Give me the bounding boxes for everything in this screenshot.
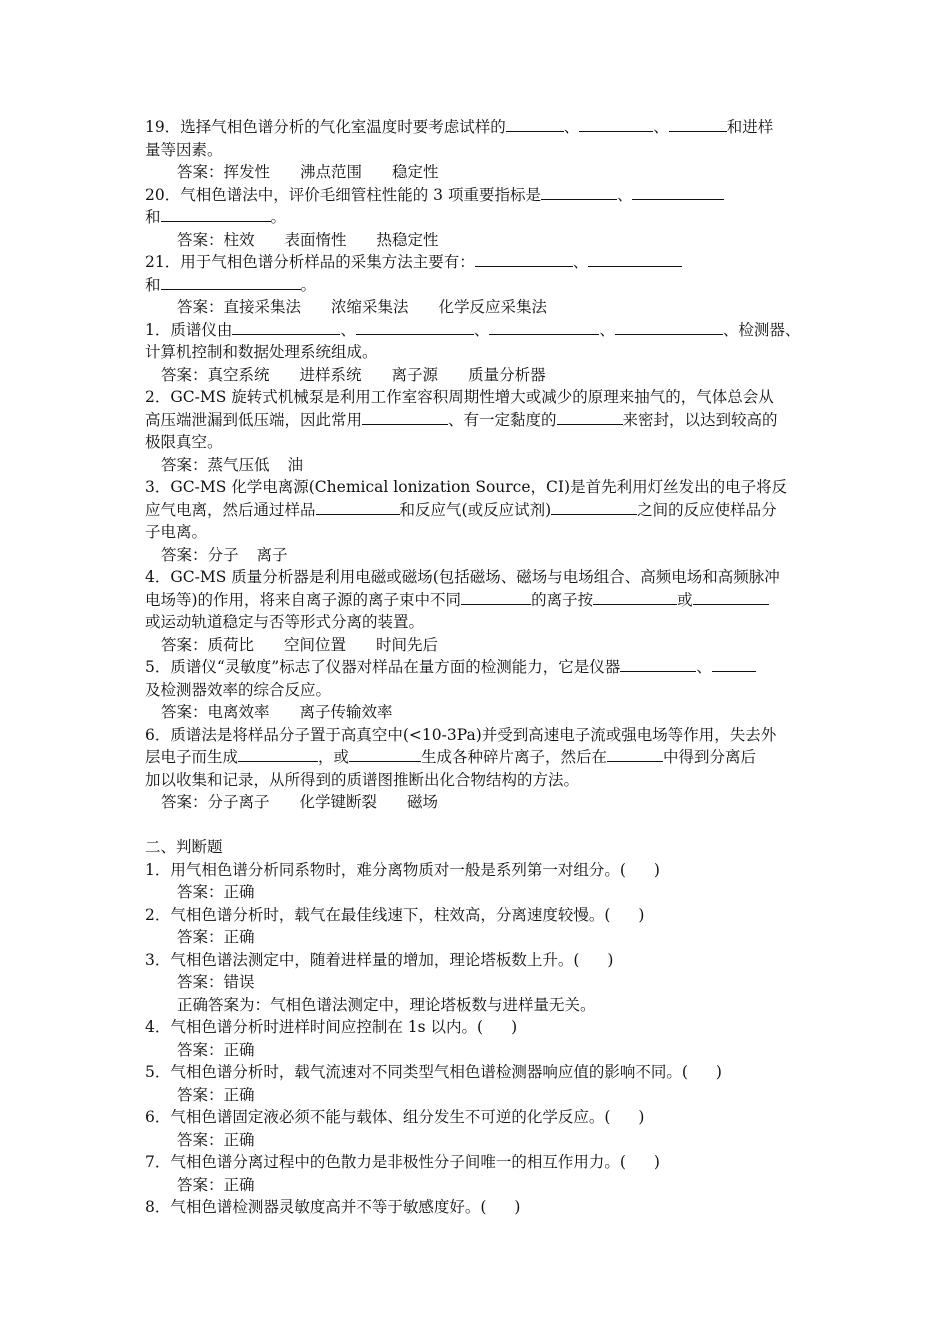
judgement-answer-4: 答案：正确: [177, 1040, 255, 1059]
answer-label: 答案：: [177, 230, 224, 249]
separator: 、: [696, 658, 712, 676]
ms-question-6-text: ，或: [318, 748, 350, 766]
answer-value: 油: [287, 455, 304, 474]
question-text: 1．用气相色谱分析同系物时，难分离物质对一般是系列第一对组分。(: [145, 860, 626, 879]
answer-value: 浓缩采集法: [331, 298, 409, 316]
answer-blank: [316, 499, 400, 515]
ms-question-6-line3: 加以收集和记录，从所得到的质谱图推断出化合物结构的方法。: [145, 770, 580, 789]
separator: 、: [599, 320, 615, 339]
ms-question-2-text: 来密封，以达到较高的: [622, 410, 778, 429]
ms-question-1-line2: 计算机控制和数据处理系统组成。: [145, 343, 378, 361]
question-text: 5．气相色谱分析时，载气流速对不同类型气相色谱检测器响应值的影响不同。(: [145, 1063, 688, 1081]
judgement-answer-1: 答案：正确: [177, 883, 255, 901]
ms-question-3-line2: [145, 499, 810, 522]
answer-value: 化学反应采集法: [438, 298, 548, 316]
ms-question-5-line2: 及检测器效率的综合反应。: [145, 680, 332, 699]
answer-blank: [161, 274, 301, 290]
answer-19: [145, 161, 810, 184]
ms-answer-2: [145, 454, 810, 477]
answer-label: 答案：: [161, 455, 208, 474]
answer-value: 磁场: [407, 793, 439, 811]
answer-value: 真空系统: [207, 365, 270, 384]
ms-question-3-text: 和反应气(或反应试剂): [399, 500, 552, 519]
ms-question-2-text: 、有一定黏度的: [448, 410, 557, 429]
question-21-line1: [145, 251, 810, 274]
judgement-answer-6: 答案：正确: [177, 1130, 255, 1149]
answer-blank: [551, 499, 637, 515]
ms-question-2-line1: 2．GC-MS 旋转式机械泵是利用工作室容积周期性增大或减少的原理来抽气的，气体总会从: [145, 388, 774, 406]
answer-value: 时间先后: [376, 635, 439, 654]
answer-value: 离子源: [391, 365, 439, 384]
ms-question-3-text: 之间的反应使样品分: [637, 500, 777, 519]
answer-21: [145, 296, 810, 319]
answer-blank: [475, 251, 573, 267]
judgement-answer-3: 答案：错误: [177, 973, 255, 991]
answer-label: 答案：: [161, 365, 208, 384]
question-19-line1: [145, 116, 810, 139]
answer-value: 热稳定性: [376, 230, 439, 249]
answer-value: 沸点范围: [300, 163, 363, 181]
answer-value: 电离效率: [207, 703, 270, 721]
section-title: 二、判断题: [145, 838, 223, 856]
ms-question-6-text: 生成各种碎片离子，然后在: [421, 748, 608, 766]
question-text: 2．气相色谱分析时，载气在最佳线速下，柱效高，分离速度较慢。(: [145, 905, 611, 924]
answer-value: 质荷比: [207, 635, 255, 654]
answer-blank: [506, 116, 564, 132]
ms-question-1-line1: [145, 319, 810, 342]
ms-question-3-text: 应气电离，然后通过样品: [145, 500, 316, 519]
judgement-question-4: [145, 1016, 810, 1039]
paren-close: ): [638, 1108, 645, 1126]
judgement-question-3: [145, 949, 810, 972]
ms-question-5-line1: [145, 656, 810, 679]
ms-question-1-text: 、检测器、: [722, 320, 801, 339]
question-21-text: 21．用于气相色谱分析样品的采集方法主要有：: [145, 253, 475, 271]
separator: 、: [616, 185, 633, 204]
separator: 、: [563, 118, 580, 136]
answer-blank: [557, 409, 623, 425]
paren-close: ): [715, 1063, 722, 1081]
answer-20: [145, 229, 810, 252]
answer-blank: [607, 746, 663, 762]
separator: 、: [473, 320, 490, 339]
ms-answer-6: [145, 791, 810, 814]
answer-blank: [356, 319, 474, 335]
answer-blank: [232, 319, 340, 335]
answer-label: 答案：: [177, 163, 224, 181]
question-20-line1: [145, 184, 810, 207]
judgement-question-8: [145, 1196, 810, 1219]
ms-answer-5: [145, 701, 810, 724]
ms-question-4-line3: 或运动轨道稳定与否等形式分离的装置。: [145, 613, 425, 631]
answer-blank: [693, 589, 769, 605]
question-text: 4．气相色谱分析时进样时间应控制在 1s 以内。(: [145, 1018, 484, 1036]
answer-value: 分子: [207, 545, 239, 564]
answer-value: 分子离子: [207, 793, 270, 811]
paren-close: ): [514, 1198, 521, 1216]
ms-question-5-text: 5．质谱仪“灵敏度”标志了仪器对样品在量方面的检测能力，它是仪器: [145, 658, 621, 676]
answer-blank: [588, 251, 682, 267]
answer-value: 进样系统: [299, 365, 362, 384]
document-page: [145, 116, 810, 1219]
answer-value: 挥发性: [223, 163, 271, 181]
answer-label: 答案：: [161, 703, 208, 721]
answer-blank: [541, 184, 617, 200]
answer-blank: [669, 116, 727, 132]
judgement-answer-2: 答案：正确: [177, 928, 255, 946]
answer-blank: [362, 409, 448, 425]
answer-blank: [620, 656, 696, 672]
answer-blank: [632, 184, 724, 200]
paren-close: ): [653, 1153, 660, 1171]
paren-close: ): [511, 1018, 518, 1036]
question-19-line2: 量等因素。: [145, 140, 223, 159]
ms-question-6-text: 中得到分离后: [663, 748, 757, 766]
question-text: 3．气相色谱法测定中，随着进样量的增加，理论塔板数上升。(: [145, 950, 580, 969]
judgement-question-1: [145, 859, 810, 882]
question-20-line2: [145, 206, 810, 229]
question-text: 6．气相色谱固定液必须不能与载体、组分发生不可逆的化学反应。(: [145, 1108, 611, 1126]
answer-blank: [461, 589, 531, 605]
paren-close: ): [607, 950, 614, 969]
judgement-answer-7: 答案：正确: [177, 1175, 255, 1194]
answer-blank: [579, 116, 653, 132]
answer-blank: [712, 656, 756, 672]
answer-value: 稳定性: [392, 163, 439, 181]
paren-close: ): [653, 860, 660, 879]
answer-blank: [593, 589, 677, 605]
ms-question-4-text: 电场等)的作用，将来自离子源的离子束中不同: [145, 590, 462, 609]
ms-question-6-text: 层电子而生成: [145, 748, 239, 766]
ms-question-6-line2: [145, 746, 810, 769]
answer-label: 答案：: [177, 298, 224, 316]
question-21-line2: [145, 274, 810, 297]
question-20-text: 和: [145, 208, 161, 226]
ms-question-4-text: 或: [677, 590, 693, 609]
ms-question-2-line3: 极限真空。: [145, 433, 223, 451]
ms-question-2-line2: [145, 409, 810, 432]
answer-blank: [349, 746, 421, 762]
answer-value: 蒸气压低: [207, 455, 270, 474]
judgement-question-6: [145, 1106, 810, 1129]
question-20-text: 。: [270, 208, 287, 226]
answer-blank: [489, 319, 599, 335]
answer-blank: [615, 319, 723, 335]
question-text: 7．气相色谱分离过程中的色散力是非极性分子间唯一的相互作用力。(: [145, 1153, 626, 1171]
answer-value: 化学键断裂: [299, 793, 378, 811]
question-19-text: 19．选择气相色谱分析的气化室温度时要考虑试样的: [145, 118, 506, 136]
answer-value: 表面惰性: [284, 230, 347, 249]
answer-value: 柱效: [223, 230, 255, 249]
ms-question-4-line2: [145, 589, 810, 612]
ms-answer-3: [145, 544, 810, 567]
judgement-note-3: 正确答案为：气相色谱法测定中，理论塔板数与进样量无关。: [177, 995, 596, 1014]
ms-answer-1: [145, 364, 810, 387]
question-21-text: 。: [300, 275, 317, 294]
judgement-question-5: [145, 1061, 810, 1084]
ms-question-3-line3: 子电离。: [145, 523, 208, 541]
question-21-text: 和: [145, 275, 161, 294]
answer-value: 空间位置: [284, 635, 347, 654]
question-20-text: 20．气相色谱法中，评价毛细管柱性能的 3 项重要指标是: [145, 185, 541, 204]
ms-question-4-text: 的离子按: [531, 590, 594, 609]
ms-answer-4: [145, 634, 810, 657]
ms-question-3-line1: 3．GC-MS 化学电离源(Chemical lonization Source，CI)是首先利用灯丝发出的电子将反: [145, 478, 788, 496]
judgement-question-2: [145, 904, 810, 927]
question-text: 8．气相色谱检测器灵敏度高并不等于敏感度好。(: [145, 1198, 487, 1216]
judgement-answer-5: 答案：正确: [177, 1085, 255, 1104]
answer-label: 答案：: [161, 793, 208, 811]
answer-value: 质量分析器: [468, 365, 546, 384]
paren-close: ): [638, 905, 645, 924]
blank-line: [145, 814, 810, 837]
answer-value: 离子: [256, 545, 288, 564]
answer-label: 答案：: [161, 545, 208, 564]
answer-blank: [238, 746, 318, 762]
question-19-text: 和进样: [726, 118, 774, 136]
answer-blank: [161, 206, 271, 222]
separator: 、: [340, 320, 356, 339]
ms-question-1-text: 1．质谱仪由: [145, 320, 233, 339]
answer-value: 直接采集法: [223, 298, 302, 316]
ms-question-2-text: 高压端泄漏到低压端，因此常用: [145, 410, 363, 429]
ms-question-4-line1: 4．GC-MS 质量分析器是利用电磁或磁场(包括磁场、磁场与电场组合、高频电场和高频脉冲: [145, 568, 780, 586]
judgement-question-7: [145, 1151, 810, 1174]
separator: 、: [572, 253, 589, 271]
answer-label: 答案：: [161, 635, 208, 654]
ms-question-6-line1: 6．质谱法是将样品分子置于高真空中(<10-3Pa)并受到高速电子流或强电场等作用，失去外: [145, 725, 777, 744]
separator: 、: [653, 118, 669, 136]
answer-value: 离子传输效率: [299, 703, 393, 721]
